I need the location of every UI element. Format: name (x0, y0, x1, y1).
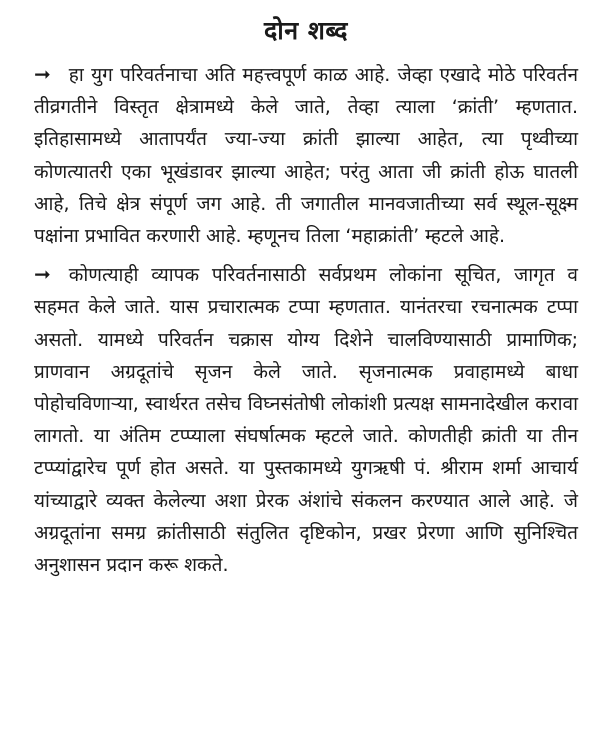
paragraph-2 (34, 258, 578, 581)
arrow-right-icon: ➞ (34, 262, 51, 287)
paragraph-1 (34, 58, 578, 252)
arrow-right-icon: ➞ (34, 62, 51, 86)
paragraph-2-text: कोणत्याही व्यापक परिवर्तनासाठी सर्वप्रथम लोकांना सूचित, जागृत व सहमत केले जाते. यास प्रचारात्मक टप्पा म्हणतात. यानंतरचा रचनात्मक टप्पा असतो. यामध्ये परिवर्तन चक्रास योग्य दिशेने चालविण्यासाठी प्रामाणिक; प्राणवान अग्रदूतांचे सृजन केले जाते. सृजनात्मक प्रवाहामध्ये बाधा पोहोचविणाऱ्या, स्वार्थरत तसेच विघ्नसंतोषी लोकांशी प्रत्यक्ष सामनादेखील करावा लागतो. या अंतिम टप्प्याला संघर्षात्मक म्हटले जाते. कोणतीही क्रांती या तीन टप्प्यांद्वारेच पूर्ण होत असते. या पुस्तकामध्ये युगऋषी पं. श्रीराम शर्मा आचार्य यांच्याद्वारे व्यक्त केलेल्या अशा प्रेरक अंशांचे संकलन करण्यात आले आहे. जे अग्रदूतांना समग्र क्रांतीसाठी संतुलित दृष्टिकोन, प्रखर प्रेरणा आणि सुनिश्चित अनुशासन प्रदान करू शकते. (34, 264, 578, 577)
page-title: दोन शब्द (264, 16, 348, 45)
paragraph-1-text: हा युग परिवर्तनाचा अति महत्त्वपूर्ण काळ आहे. जेव्हा एखादे मोठे परिवर्तन तीव्रगतीने विस्तृत क्षेत्रामध्ये केले जाते, तेव्हा त्याला ‘क्रांती’ म्हणतात. इतिहासामध्ये आतापर्यंत ज्या-ज्या क्रांती झाल्या आहेत, त्या पृथ्वीच्या कोणत्यातरी एका भूखंडावर झाल्या आहेत; परंतु आता जी क्रांती होऊ घातली आहे, तिचे क्षेत्र संपूर्ण जग आहे. ती जगातील मानवजातीच्या सर्व स्थूल-सूक्ष्म पक्षांना प्रभावित करणारी आहे. म्हणूनच तिला ‘महाक्रांती’ म्हटले आहे. (34, 64, 578, 248)
